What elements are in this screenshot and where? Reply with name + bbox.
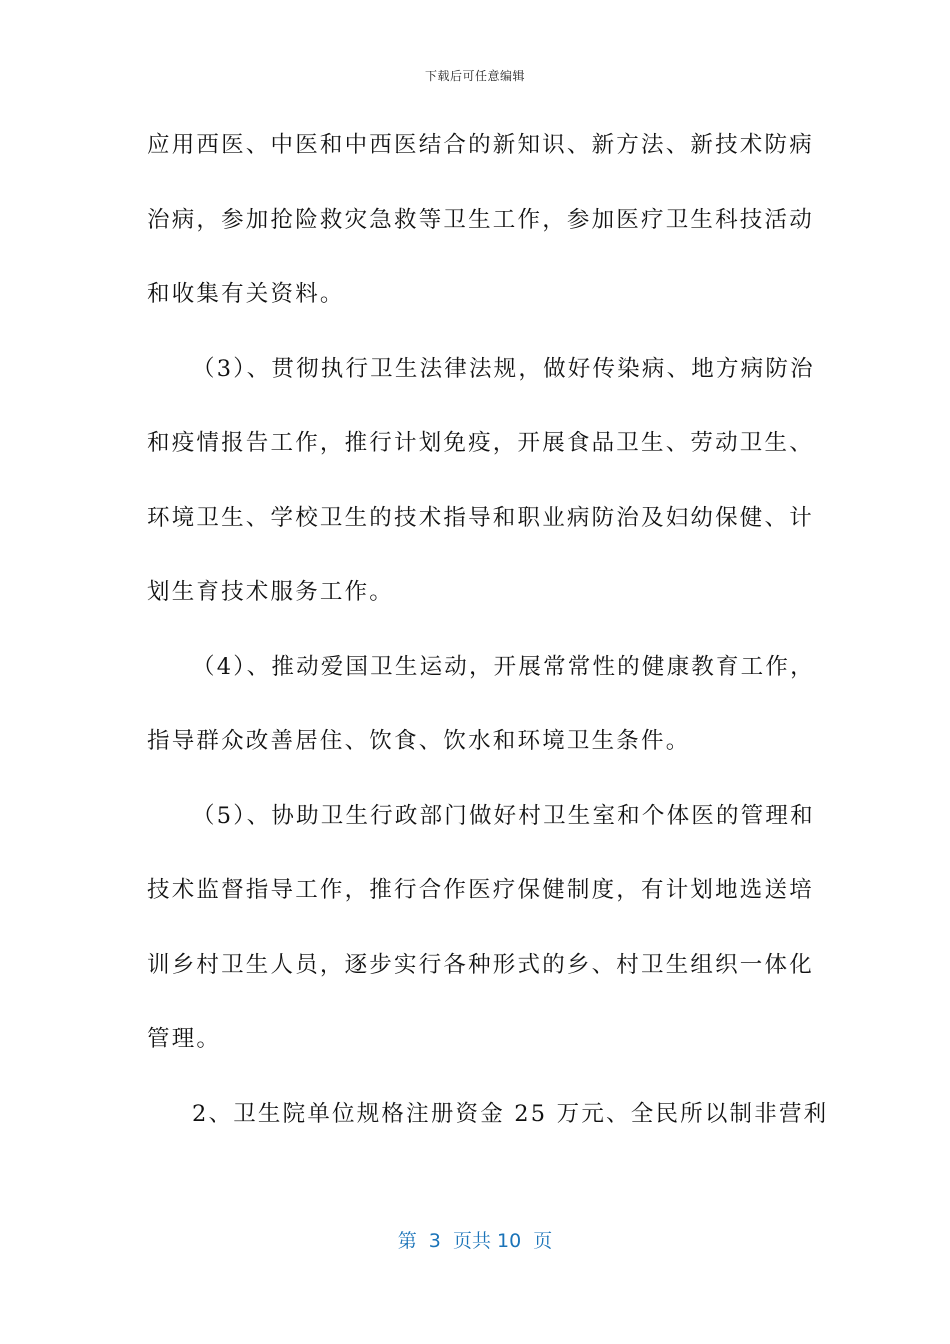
body-line: 技术监督指导工作，推行合作医疗保健制度，有计划地选送培 bbox=[147, 877, 814, 903]
body-line: 和疫情报告工作，推行计划免疫，开展食品卫生、劳动卫生、 bbox=[147, 430, 814, 456]
body-line: （5）、协助卫生行政部门做好村卫生室和个体医的管理和 bbox=[192, 802, 815, 829]
body-line: 指导群众改善居住、饮食、饮水和环境卫生条件。 bbox=[147, 728, 691, 754]
body-line: 环境卫生、学校卫生的技术指导和职业病防治及妇幼保健、计 bbox=[147, 504, 814, 531]
page-number-footer: 第 3 页共 10 页 bbox=[397, 1230, 553, 1252]
body-line: 划生育技术服务工作。 bbox=[147, 579, 395, 605]
body-line: 训乡村卫生人员，逐步实行各种形式的乡、村卫生组织一体化 bbox=[147, 951, 814, 978]
body-line: 2、卫生院单位规格注册资金 25 万元、全民所以制非营利 bbox=[192, 1100, 829, 1127]
document-body bbox=[147, 122, 829, 1165]
body-line: 应用西医、中医和中西医结合的新知识、新方法、新技术防病 bbox=[147, 132, 814, 158]
page-header-note: 下载后可任意编辑 bbox=[424, 69, 525, 83]
body-line: 治病，参加抢险救灾急救等卫生工作，参加医疗卫生科技活动 bbox=[147, 206, 814, 233]
body-line: 和收集有关资料。 bbox=[147, 281, 345, 307]
body-line: （3）、贯彻执行卫生法律法规，做好传染病、地方病防治 bbox=[192, 355, 815, 382]
body-line: 管理。 bbox=[147, 1026, 222, 1052]
body-line: （4）、推动爱国卫生运动，开展常常性的健康教育工作， bbox=[192, 653, 815, 680]
